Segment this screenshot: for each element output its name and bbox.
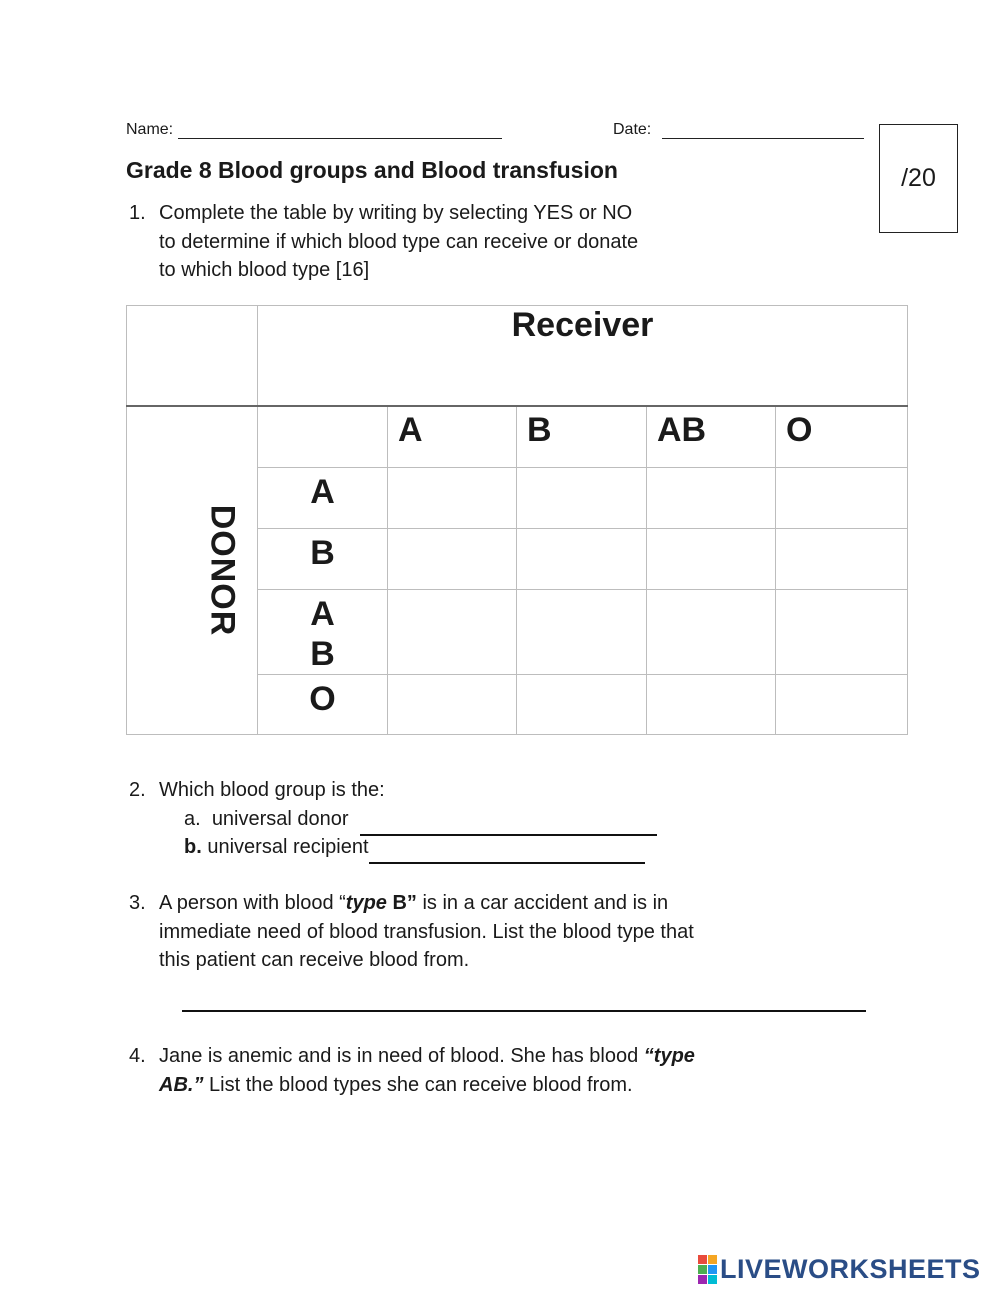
- row-header-b: B: [258, 529, 388, 590]
- answer-cell-ab-b[interactable]: [517, 590, 647, 675]
- answer-cell-o-ab[interactable]: [647, 675, 776, 735]
- question-2b-text: universal recipient: [207, 836, 369, 858]
- table-corner-cell: [127, 306, 258, 406]
- question-4-line: [159, 1071, 829, 1100]
- donor-heading-cell: [127, 406, 258, 735]
- question-3-text: is in a car accident and is in: [416, 892, 669, 914]
- logo-block: [698, 1275, 707, 1284]
- row-header-a: A: [258, 468, 388, 529]
- question-4-text: Jane is anemic and is in need of blood. She has blood: [159, 1045, 644, 1067]
- compatibility-table: [126, 305, 908, 735]
- question-3-line: immediate need of blood transfusion. List the blood type that: [159, 920, 694, 943]
- row-header-o: O: [258, 675, 388, 735]
- question-2a: [184, 805, 657, 836]
- question-1: [129, 199, 749, 285]
- universal-recipient-answer[interactable]: [369, 833, 645, 864]
- answer-cell-ab-a[interactable]: [388, 590, 517, 675]
- question-3-text: A person with blood “: [159, 892, 346, 914]
- answer-cell-ab-ab[interactable]: [647, 590, 776, 675]
- answer-cell-ab-o[interactable]: [776, 590, 908, 675]
- score-total: /20: [901, 164, 936, 192]
- question-1-line: to which blood type [16]: [159, 259, 370, 281]
- question-2a-marker: a.: [184, 808, 201, 830]
- question-3-type-b: B”: [386, 892, 417, 914]
- column-header-a: A: [388, 406, 517, 468]
- answer-cell-a-b[interactable]: [517, 468, 647, 529]
- answer-cell-b-o[interactable]: [776, 529, 908, 590]
- logo-block: [698, 1255, 707, 1264]
- row-header-ab-line: A: [310, 595, 335, 633]
- question-2b: [184, 833, 645, 864]
- date-label: Date:: [613, 121, 652, 138]
- answer-cell-b-a[interactable]: [388, 529, 517, 590]
- row-header-ab-line: B: [310, 635, 335, 673]
- logo-block: [708, 1255, 717, 1264]
- logo-block: [708, 1265, 717, 1274]
- donor-heading: DONOR: [203, 504, 242, 637]
- logo-mark-icon: [698, 1255, 717, 1284]
- answer-cell-a-a[interactable]: [388, 468, 517, 529]
- name-field[interactable]: [178, 121, 502, 139]
- score-box: [879, 124, 958, 233]
- question-4-type-emphasis: AB.”: [159, 1073, 204, 1096]
- question-3-line: this patient can receive blood from.: [159, 949, 470, 971]
- question-2: [129, 776, 749, 805]
- question-4: [129, 1042, 829, 1099]
- question-2-text: Which blood group is the:: [159, 779, 385, 801]
- liveworksheets-logo[interactable]: [698, 1254, 981, 1285]
- logo-block: [698, 1265, 707, 1274]
- question-3-number: 3.: [129, 892, 146, 914]
- question-1-line: Complete the table by writing by selecting YES or NO: [159, 202, 633, 224]
- page-title: Grade 8 Blood groups and Blood transfusion: [126, 157, 618, 183]
- table-column-row: [127, 406, 908, 468]
- answer-cell-o-o[interactable]: [776, 675, 908, 735]
- row-header-ab: [258, 590, 388, 675]
- question-4-number: 4.: [129, 1045, 146, 1067]
- question-3-answer-line[interactable]: [182, 1010, 866, 1012]
- question-2-number: 2.: [129, 779, 146, 801]
- question-4-type-emphasis: “type: [643, 1045, 695, 1067]
- question-4-line: [159, 1042, 829, 1071]
- column-header-ab: AB: [647, 406, 776, 468]
- table-header-row: [127, 306, 908, 406]
- question-2b-marker: b.: [184, 836, 202, 858]
- logo-block: [708, 1275, 717, 1284]
- question-3: [129, 889, 829, 975]
- name-label: Name:: [126, 121, 174, 138]
- column-header-b: B: [517, 406, 647, 468]
- universal-donor-answer[interactable]: [360, 805, 657, 836]
- answer-cell-o-b[interactable]: [517, 675, 647, 735]
- question-3-line: [159, 889, 829, 918]
- question-2a-text: universal donor: [211, 808, 349, 830]
- question-3-type-emphasis: type: [345, 892, 387, 914]
- receiver-heading: Receiver: [258, 306, 908, 406]
- answer-cell-o-a[interactable]: [388, 675, 517, 735]
- answer-cell-a-ab[interactable]: [647, 468, 776, 529]
- question-1-line: to determine if which blood type can receive or donate: [159, 230, 639, 253]
- column-header-o: O: [776, 406, 908, 468]
- answer-cell-b-b[interactable]: [517, 529, 647, 590]
- question-4-text: List the blood types she can receive blood from.: [203, 1073, 633, 1096]
- logo-text: LIVEWORKSHEETS: [720, 1254, 981, 1284]
- answer-cell-a-o[interactable]: [776, 468, 908, 529]
- table-blank-cell: [258, 406, 388, 468]
- question-1-number: 1.: [129, 202, 146, 224]
- date-field[interactable]: [662, 121, 864, 139]
- answer-cell-b-ab[interactable]: [647, 529, 776, 590]
